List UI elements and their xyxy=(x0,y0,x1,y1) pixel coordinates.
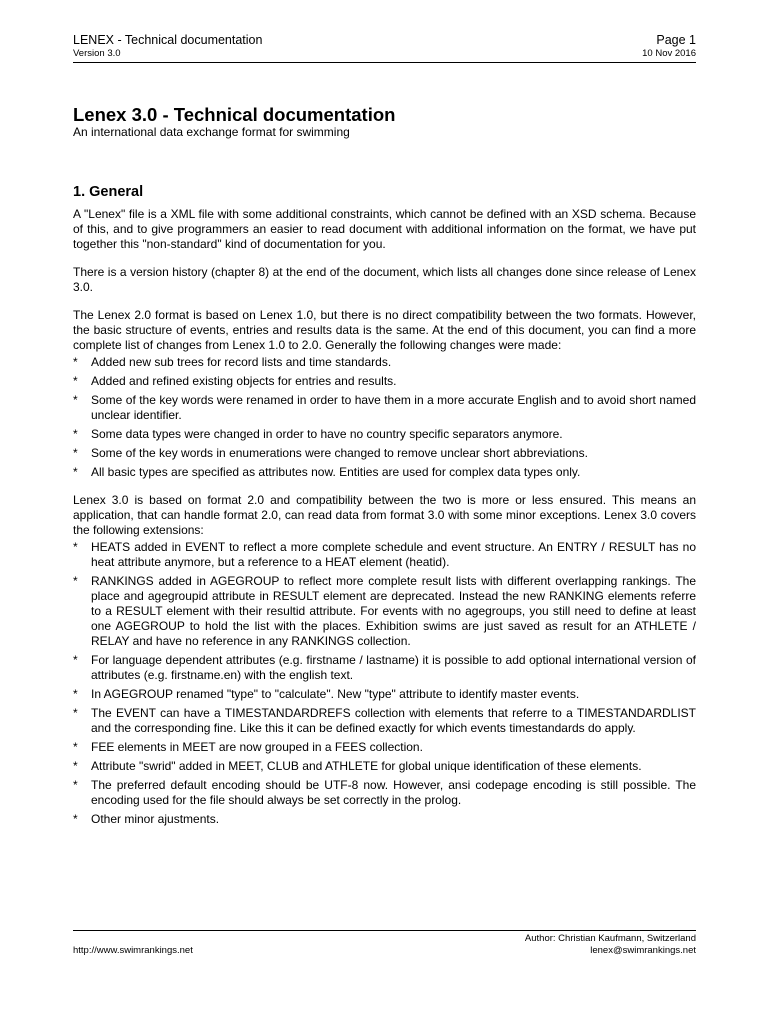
list-item xyxy=(73,374,696,389)
list-item-text: Added and refined existing objects for entries and results. xyxy=(91,374,397,388)
list-item-text: The EVENT can have a TIMESTANDARDREFS collection with elements that referre to a TIMESTANDARDLIST and the corresponding fine. Like this it can be defined exactly for which events timestandards do apply. xyxy=(91,706,696,735)
list-item xyxy=(73,812,696,827)
list-item-text: RANKINGS added in AGEGROUP to reflect more complete result lists with different overlapping rankings. The place and agegroupid attribute in RESULT element are deprecated. Instead the new RANKING elements referre to a RESULT element with their resultid attribute. For events with no agegroups, you still need to define at least one AGEGROUP to hold the list with the places. Exhibition swims are just saved as result for an ATHLETE / RELAY and have no reference in any RANKINGS collection. xyxy=(91,574,696,648)
footer-website-link[interactable]: http://www.swimrankings.net xyxy=(73,945,193,956)
bullet-star-icon: * xyxy=(73,812,78,826)
bullet-star-icon: * xyxy=(73,465,78,479)
bullet-star-icon: * xyxy=(73,427,78,441)
bullet-star-icon: * xyxy=(73,393,78,407)
list-item xyxy=(73,687,696,702)
bullet-star-icon: * xyxy=(73,574,78,588)
bullet-star-icon: * xyxy=(73,740,78,754)
list-item xyxy=(73,355,696,370)
bullet-star-icon: * xyxy=(73,687,78,701)
list-item-text: Attribute "swrid" added in MEET, CLUB and ATHLETE for global unique identification of these elements. xyxy=(91,759,642,773)
list-item xyxy=(73,446,696,461)
list-item xyxy=(73,759,696,774)
list-item-text: Some of the key words in enumerations were changed to remove unclear short abbreviations. xyxy=(91,446,588,460)
footer-email-link[interactable]: lenex@swimrankings.net xyxy=(590,945,696,956)
changes-list-2-0 xyxy=(73,355,696,480)
list-item-text: All basic types are specified as attributes now. Entities are used for complex data types only. xyxy=(91,465,581,479)
bullet-star-icon: * xyxy=(73,759,78,773)
bullet-star-icon: * xyxy=(73,446,78,460)
bullet-star-icon: * xyxy=(73,706,78,720)
list-item xyxy=(73,574,696,649)
section-body xyxy=(73,207,696,831)
bullet-star-icon: * xyxy=(73,355,78,369)
list-item-text: Added new sub trees for record lists and time standards. xyxy=(91,355,392,369)
bullet-star-icon: * xyxy=(73,374,78,388)
changes-list-3-0 xyxy=(73,540,696,827)
list-item-text: FEE elements in MEET are now grouped in a FEES collection. xyxy=(91,740,423,754)
list-item xyxy=(73,540,696,570)
header-title: LENEX - Technical documentation xyxy=(73,33,263,47)
list-item-text: Some of the key words were renamed in order to have them in a more accurate English and to avoid short named unclear identifier. xyxy=(91,393,696,422)
header-version: Version 3.0 xyxy=(73,48,121,59)
page-number: Page 1 xyxy=(656,33,696,47)
document-title: Lenex 3.0 - Technical documentation xyxy=(73,104,396,125)
paragraph-intro: A "Lenex" file is a XML file with some additional constraints, which cannot be defined with an XSD schema. Because of this, and to give programmers an easier to read document with additional information on the format, we have put together this "non-standard" kind of documentation for you. xyxy=(73,207,696,251)
list-item xyxy=(73,465,696,480)
paragraph-version-history: There is a version history (chapter 8) at the end of the document, which lists all changes done since release of Lenex 3.0. xyxy=(73,265,696,294)
paragraph-lenex-3: Lenex 3.0 is based on format 2.0 and compatibility between the two is more or less ensured. This means an application, that can handle format 2.0, can read data from format 3.0 with some minor exceptions. Lenex 3.0 covers the following extensions: xyxy=(73,493,696,537)
list-item xyxy=(73,393,696,423)
header-divider xyxy=(73,62,696,63)
list-item xyxy=(73,706,696,736)
header-date: 10 Nov 2016 xyxy=(642,48,696,59)
list-item xyxy=(73,778,696,808)
footer-author: Author: Christian Kaufmann, Switzerland xyxy=(524,933,696,944)
bullet-star-icon: * xyxy=(73,778,78,792)
list-item-text: Some data types were changed in order to have no country specific separators anymore. xyxy=(91,427,563,441)
bullet-star-icon: * xyxy=(73,540,78,554)
list-item-text: For language dependent attributes (e.g. firstname / lastname) it is possible to add optional international version of attributes (e.g. firstname.en) with the english text. xyxy=(91,653,696,682)
list-item xyxy=(73,653,696,683)
list-item-text: HEATS added in EVENT to reflect a more complete schedule and event structure. An ENTRY / RESULT has no heat attribute anymore, but a reference to a HEAT element (heatid). xyxy=(91,540,696,569)
list-item xyxy=(73,740,696,755)
section-heading: 1. General xyxy=(73,184,144,200)
list-item-text: Other minor ajustments. xyxy=(91,812,220,826)
document-subtitle: An international data exchange format for swimming xyxy=(73,125,350,139)
list-item-text: The preferred default encoding should be UTF-8 now. However, ansi codepage encoding is still possible. The encoding used for the file should always be set correctly in the prolog. xyxy=(91,778,696,807)
footer-divider xyxy=(73,930,696,931)
bullet-star-icon: * xyxy=(73,653,78,667)
paragraph-lenex-2: The Lenex 2.0 format is based on Lenex 1.0, but there is no direct compatibility between the two formats. However, the basic structure of events, entries and results data is the same. At the end of this document, you can find a more complete list of changes from Lenex 1.0 to 2.0. Generally the following changes were made: xyxy=(73,308,696,352)
list-item xyxy=(73,427,696,442)
list-item-text: In AGEGROUP renamed "type" to "calculate". New "type" attribute to identify master events. xyxy=(91,687,580,701)
